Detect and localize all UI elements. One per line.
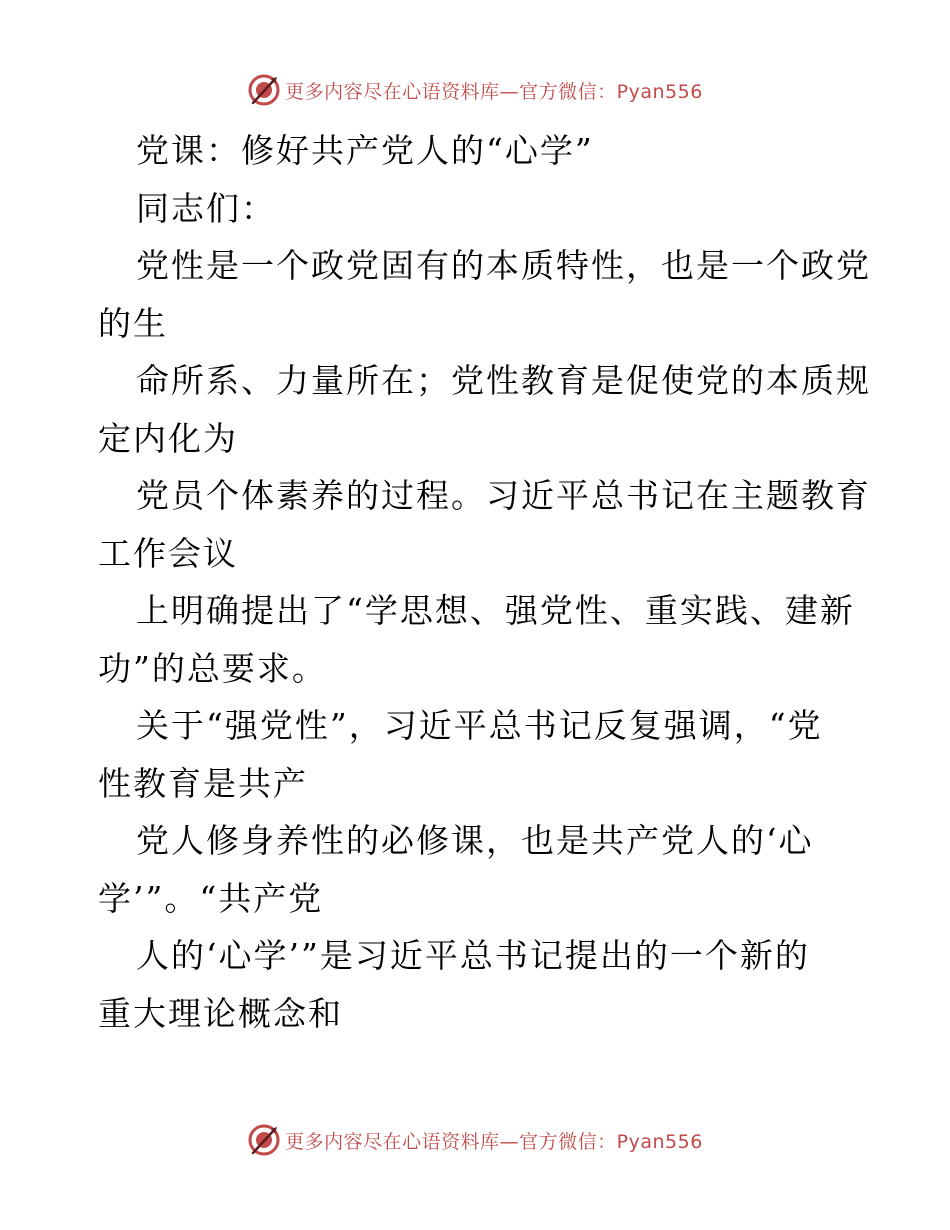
paragraph-line: 党性是一个政党固有的本质特性，也是一个政党 — [136, 246, 871, 285]
paragraph-line: 功”的总要求。 — [98, 648, 327, 688]
quill-seal-icon — [247, 73, 281, 107]
quill-seal-icon — [247, 1123, 281, 1157]
banner-text: 更多内容尽在心语资料库—官方微信：Pyan556 — [285, 1130, 703, 1153]
paragraph-line: 学’”。“共产党 — [98, 878, 324, 918]
document-body — [98, 122, 871, 1042]
paragraph-line: 人的‘心学’”是习近平总书记提出的一个新的 — [136, 936, 810, 975]
paragraph-line: 党人修身养性的必修课，也是共产党人的‘心 — [136, 821, 814, 860]
paragraph-line: 上明确提出了“学思想、强党性、重实践、建新 — [136, 591, 855, 630]
paragraph-line: 关于“强党性”，习近平总书记反复强调，“党 — [136, 706, 823, 745]
document-title: 党课：修好共产党人的“心学” — [136, 131, 594, 170]
paragraph-line: 的生 — [98, 303, 168, 343]
footer-banner — [0, 1120, 950, 1160]
paragraph-line: 重大理论概念和 — [98, 993, 343, 1033]
paragraph-line: 工作会议 — [98, 533, 238, 573]
paragraph-line: 命所系、力量所在；党性教育是促使党的本质规 — [136, 361, 871, 400]
greeting: 同志们： — [136, 188, 276, 228]
banner-text: 更多内容尽在心语资料库—官方微信：Pyan556 — [285, 80, 703, 103]
paragraph-line: 定内化为 — [98, 418, 238, 458]
header-banner — [0, 70, 950, 110]
paragraph-line: 性教育是共产 — [98, 763, 308, 803]
paragraph-line: 党员个体素养的过程。习近平总书记在主题教育 — [136, 476, 871, 515]
